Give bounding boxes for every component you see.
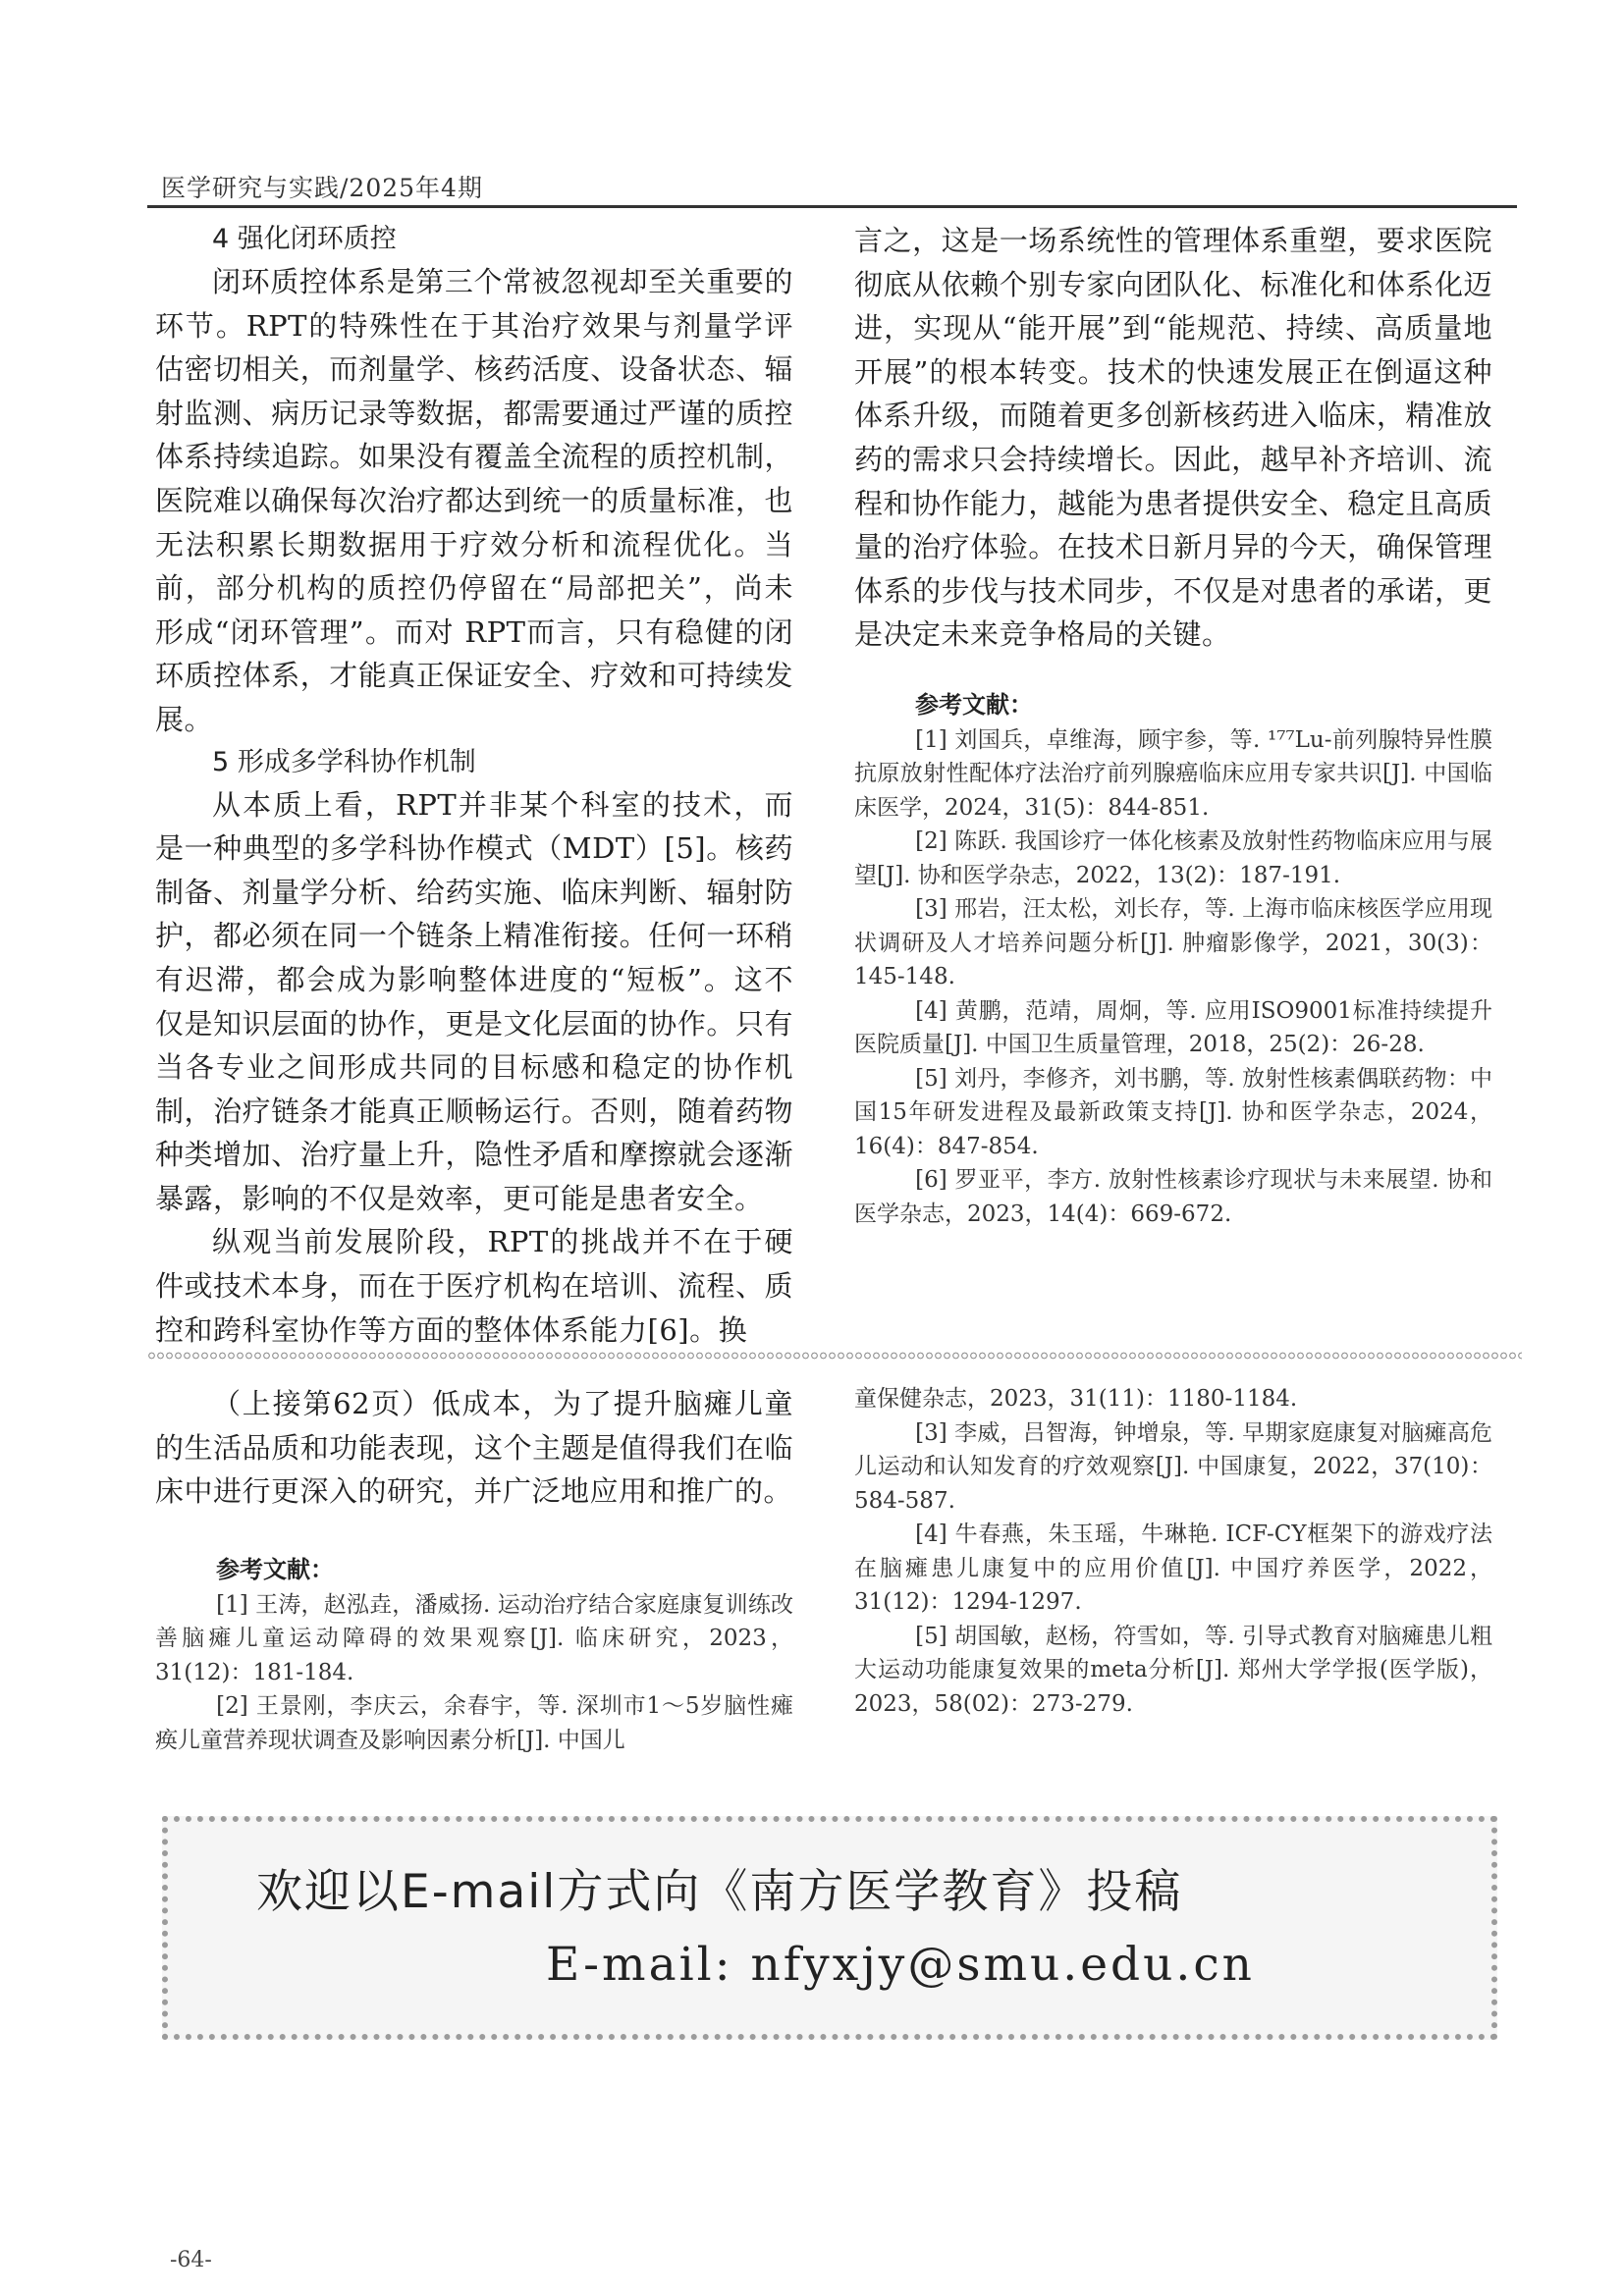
submission-banner — [162, 1816, 1497, 2040]
reference-top-4: [4] 黄鹏，范靖，周炯，等. 应用ISO9001标准持续提升医院质量[J]. 中国卫生质量管理，2018，25(2)：26-28. — [854, 997, 1492, 1058]
references-title-bottom: 参考文献： — [216, 1555, 334, 1583]
section-5-paragraph-2: 纵观当前发展阶段，RPT的挑战并不在于硬件或技术本身，而在于医疗机构在培训、流程、质控和跨科室协作等方面的整体体系能力[6]。换 — [155, 1225, 793, 1347]
reference-top-3: [3] 邢岩，汪太松，刘长存，等. 上海市临床核医学应用现状调研及人才培养问题分析[J]. 肿瘤影像学，2021，30(3)：145-148. — [854, 896, 1492, 990]
banner-title: 欢迎以E-mail方式向《南方医学教育》投稿 — [256, 1865, 1183, 1919]
header-rule — [147, 205, 1517, 208]
column-bottom-right — [854, 1382, 1492, 1721]
running-header — [147, 165, 1517, 208]
section-4-paragraph: 闭环质控体系是第三个常被忽视却至关重要的环节。RPT的特殊性在于其治疗效果与剂量学评估密切相关，而剂量学、核药活度、设备状态、辐射监测、病历记录等数据，都需要通过严谨的质控体系持续追踪。如果没有覆盖全流程的质控机制，医院难以确保每次治疗都达到统一的质量标准，也无法积累长期数据用于疗效分析和流程优化。当前，部分机构的质控仍停留在“局部把关”，尚未形成“闭环管理”。而对 RPT而言，只有稳健的闭环质控体系，才能真正保证安全、疗效和可持续发展。 — [155, 265, 793, 736]
continued-paragraph: （上接第62页）低成本，为了提升脑瘫儿童的生活品质和功能表现，这个主题是值得我们在临床中进行更深入的研究，并广泛地应用和推广的。 — [155, 1387, 793, 1509]
page-number: -64- — [170, 2248, 212, 2272]
banner-email: E-mail: nfyxjy@smu.edu.cn — [546, 1938, 1255, 1992]
column-top-right — [854, 219, 1492, 1231]
section-5-heading: 5 形成多学科协作机制 — [212, 746, 476, 777]
reference-top-1: [1] 刘国兵，卓维海，顾宇参，等. ¹⁷⁷Lu-前列腺特异性膜抗原放射性配体疗法治疗前列腺癌临床应用专家共识[J]. 中国临床医学，2024，31(5)：844-851. — [854, 726, 1492, 821]
journal-title: 医学研究与实践/2025年4期 — [161, 174, 483, 202]
reference-top-2: [2] 陈跃. 我国诊疗一体化核素及放射性药物临床应用与展望[J]. 协和医学杂志，2022，13(2)：187-191. — [854, 828, 1492, 888]
section-5-paragraph-1: 从本质上看，RPT并非某个科室的技术，而是一种典型的多学科协作模式（MDT）[5]。核药制备、剂量学分析、给药实施、临床判断、辐射防护，都必须在同一个链条上精准衔接。任何一环稍有迟滞，都会成为影响整体进度的“短板”。这不仅是知识层面的协作，更是文化层面的协作。只有当各专业之间形成共同的目标感和稳定的协作机制，治疗链条才能真正顺畅运行。否则，随着药物种类增加、治疗量上升，隐性矛盾和摩擦就会逐渐暴露，影响的不仅是效率，更可能是患者安全。 — [155, 787, 793, 1215]
reference-bottom-2-continued: 童保健杂志，2023，31(11)：1180-1184. — [854, 1386, 1298, 1412]
section-divider — [147, 1351, 1522, 1361]
reference-bottom-3: [3] 李威，吕智海，钟增泉，等. 早期家庭康复对脑瘫高危儿运动和认知发育的疗效观察[J]. 中国康复，2022，37(10)：584-587. — [854, 1419, 1492, 1514]
reference-bottom-4: [4] 牛春燕，朱玉瑶，牛琳艳. ICF-CY框架下的游戏疗法在脑瘫患儿康复中的应用价值[J]. 中国疗养医学，2022，31(12)：1294-1297. — [854, 1522, 1492, 1615]
section-4-heading: 4 强化闭环质控 — [212, 224, 397, 254]
reference-top-6: [6] 罗亚平，李方. 放射性核素诊疗现状与未来展望. 协和医学杂志，2023，14(4)：669-672. — [854, 1167, 1492, 1227]
reference-top-5: [5] 刘丹，李修齐，刘书鹏，等. 放射性核素偶联药物：中国15年研发进程及最新政策支持[J]. 协和医学杂志，2024，16(4)：847-854. — [854, 1065, 1492, 1159]
column-top-left — [155, 219, 793, 1352]
reference-bottom-2: [2] 王景刚，李庆云，余春宇，等. 深圳市1～5岁脑性瘫痪儿童营养现状调查及影响因素分析[J]. 中国儿 — [155, 1693, 793, 1753]
column-bottom-left — [155, 1382, 793, 1757]
section-5-paragraph-2-continued: 言之，这是一场系统性的管理体系重塑，要求医院彻底从依赖个别专家向团队化、标准化和体系化迈进，实现从“能开展”到“能规范、持续、高质量地开展”的根本转变。技术的快速发展正在倒逼这种体系升级，而随着更多创新核药进入临床，精准放药的需求只会持续增长。因此，越早补齐培训、流程和协作能力，越能为患者提供安全、稳定且高质量的治疗体验。在技术日新月异的今天，确保管理体系的步伐与技术同步，不仅是对患者的承诺，更是决定未来竞争格局的关键。 — [854, 224, 1492, 652]
references-title-top: 参考文献： — [915, 690, 1033, 719]
reference-bottom-5: [5] 胡国敏，赵杨，符雪如，等. 引导式教育对脑瘫患儿粗大运动功能康复效果的meta分析[J]. 郑州大学学报(医学版)，2023，58(02)：273-279. — [854, 1623, 1492, 1717]
reference-bottom-1: [1] 王涛，赵泓垚，潘威扬. 运动治疗结合家庭康复训练改善脑瘫儿童运动障碍的效果观察[J]. 临床研究，2023，31(12)：181-184. — [155, 1591, 793, 1685]
